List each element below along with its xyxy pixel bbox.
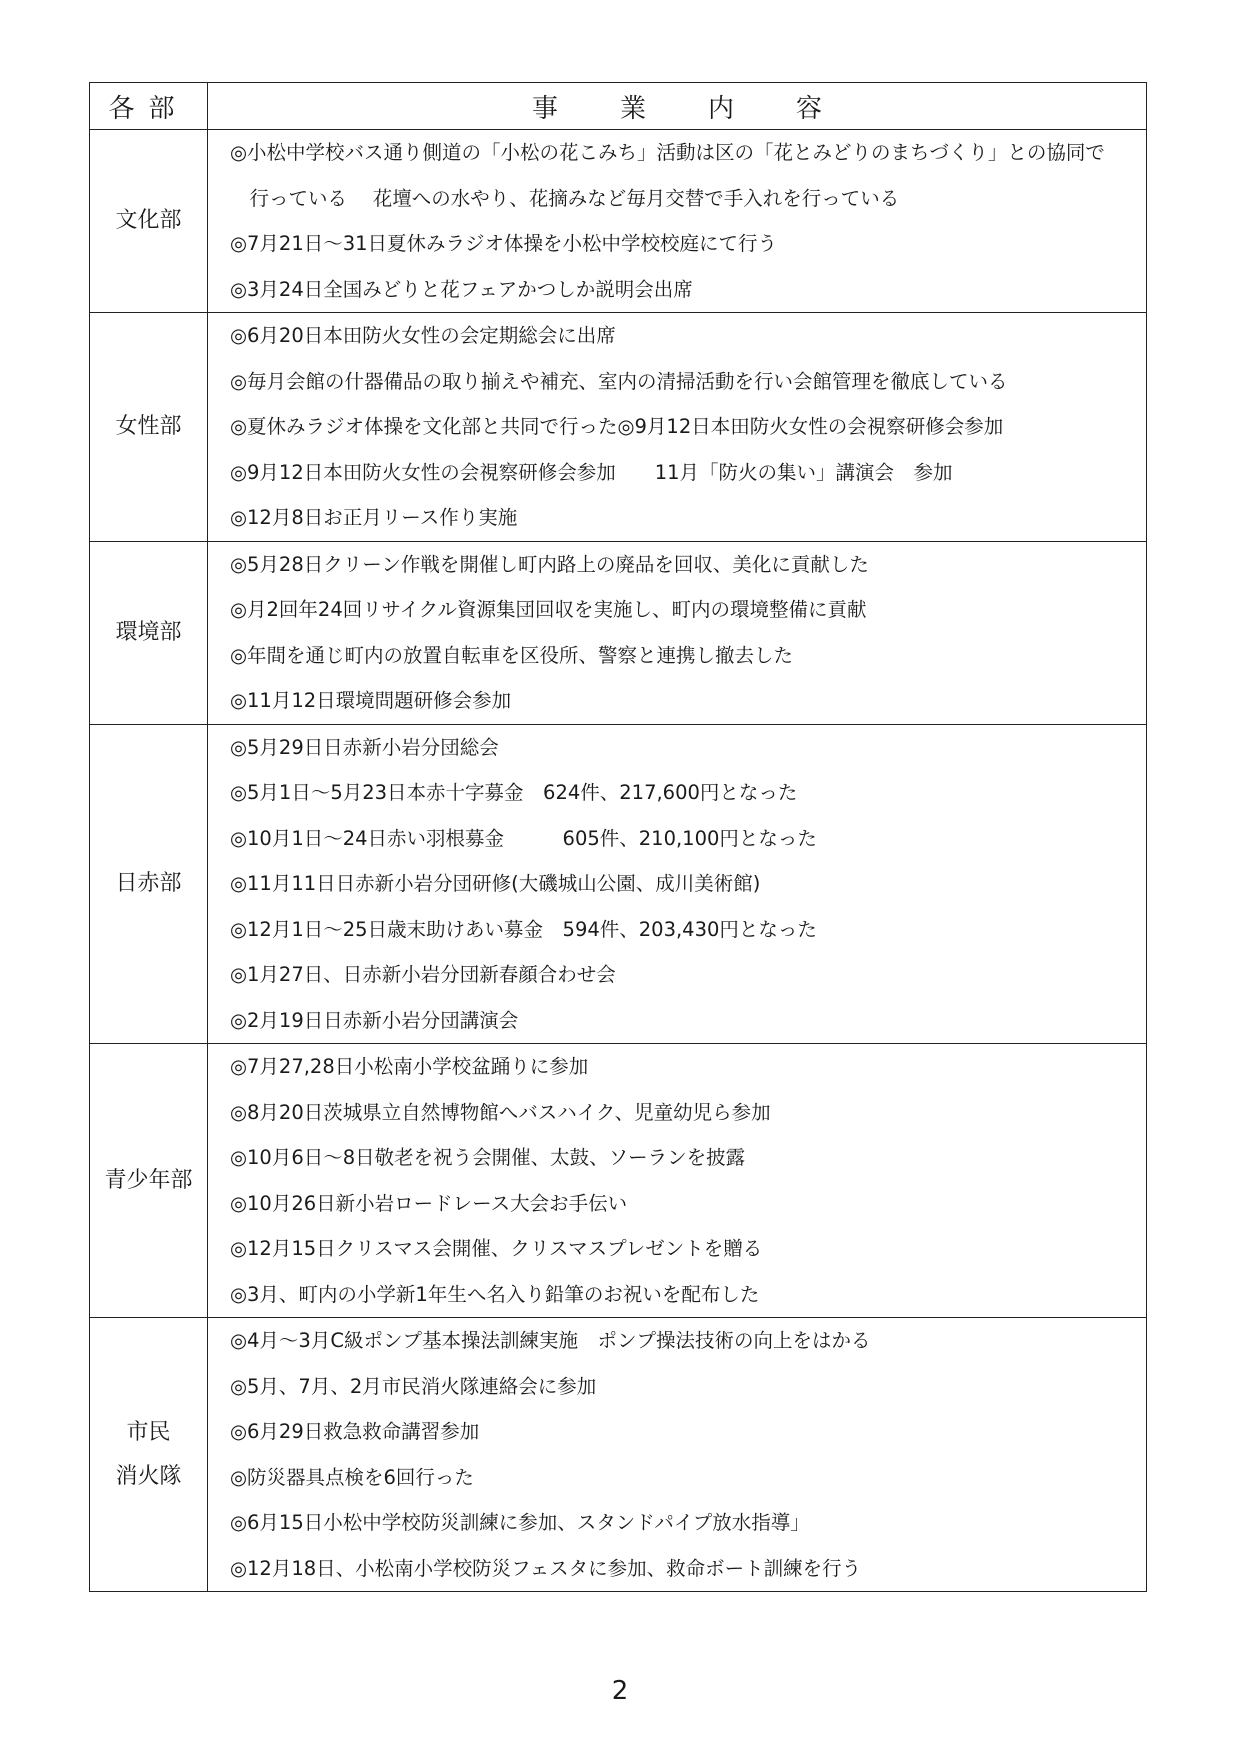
list-item: ◎10月1日～24日赤い羽根募金 605件、210,100円となった — [230, 826, 817, 850]
list-item: ◎5月、7月、2月市民消火隊連絡会に参加 — [230, 1374, 597, 1398]
page-number: 2 — [611, 1676, 629, 1706]
list-item: ◎2月19日日赤新小岩分団講演会 — [230, 1008, 519, 1032]
table-row — [90, 313, 1147, 542]
dept-cell-fire-brigade — [90, 1318, 208, 1592]
list-item: ◎5月28日クリーン作戦を開催し町内路上の廃品を回収、美化に貢献した — [230, 552, 869, 576]
dept-label: 文化部 — [115, 208, 182, 233]
list-item: ◎8月20日茨城県立自然博物館へバスハイク、児童幼児ら参加 — [230, 1100, 771, 1124]
items-cell-environment — [208, 541, 1147, 724]
list-item: ◎12月18日、小松南小学校防災フェスタに参加、救命ボート訓練を行う — [230, 1556, 862, 1580]
list-item: ◎夏休みラジオ体操を文化部と共同で行った◎9月12日本田防火女性の会視察研修会参加 — [230, 415, 1004, 438]
items-cell-women — [208, 313, 1147, 542]
header-content — [208, 83, 1147, 130]
list-item: ◎6月15日小松中学校防災訓練に参加、スタンドパイプ放水指導」 — [230, 1511, 810, 1534]
activity-table — [89, 82, 1147, 1592]
list-item: ◎7月27,28日小松南小学校盆踊りに参加 — [230, 1055, 589, 1078]
dept-label: 青少年部 — [104, 1167, 193, 1193]
header-content-char: 容 — [795, 93, 822, 124]
dept-cell-youth — [90, 1044, 208, 1318]
table-row — [90, 130, 1147, 313]
table-row — [90, 541, 1147, 724]
dept-label: 消火隊 — [115, 1463, 182, 1489]
list-item: ◎7月21日～31日夏休みラジオ体操を小松中学校校庭にて行う — [230, 232, 778, 255]
items-cell-fire-brigade — [208, 1318, 1147, 1592]
table-header-row — [90, 83, 1147, 130]
dept-cell-red-cross — [90, 724, 208, 1044]
dept-label: 環境部 — [115, 619, 182, 645]
header-content-char: 事 — [531, 93, 558, 124]
list-item: ◎防災器具点検を6回行った — [230, 1465, 474, 1489]
list-item: ◎6月20日本田防火女性の会定期総会に出席 — [230, 324, 616, 347]
items-cell-youth — [208, 1044, 1147, 1318]
dept-label: 市民 — [126, 1419, 171, 1445]
list-item: ◎1月27日、日赤新小岩分団新春顔合わせ会 — [230, 963, 616, 986]
items-cell-culture — [208, 130, 1147, 313]
list-item: ◎月2回年24回リサイクル資源集団回収を実施し、町内の環境整備に貢献 — [230, 598, 867, 621]
list-item: ◎6月29日救急救命講習参加 — [230, 1420, 480, 1443]
list-item: ◎4月～3月C級ポンプ基本操法訓練実施 ポンプ操法技術の向上をはかる — [230, 1329, 871, 1352]
list-item: ◎小松中学校バス通り側道の「小松の花こみち」活動は区の「花とみどりのまちづくり」との協同で — [230, 141, 1105, 164]
list-item: ◎毎月会館の什器備品の取り揃えや補充、室内の清掃活動を行い会館管理を徹底している — [230, 369, 1008, 393]
dept-label: 日赤部 — [115, 870, 182, 896]
dept-cell-environment — [90, 541, 208, 724]
list-item: ◎3月、町内の小学新1年生へ名入り鉛筆のお祝いを配布した — [230, 1282, 760, 1306]
table-row — [90, 1318, 1147, 1592]
list-item: ◎3月24日全国みどりと花フェアかつしか説明会出席 — [230, 277, 693, 301]
dept-cell-culture — [90, 130, 208, 313]
list-item: ◎11月12日環境問題研修会参加 — [230, 689, 512, 712]
list-item: ◎12月8日お正月リース作り実施 — [230, 506, 518, 529]
list-item: ◎11月11日日赤新小岩分団研修(大磯城山公園、成川美術館) — [230, 872, 761, 895]
header-dept: 各部 — [90, 83, 208, 130]
table-row — [90, 724, 1147, 1044]
header-content-char: 内 — [707, 93, 734, 124]
list-item: ◎12月15日クリスマス会開催、クリスマスプレゼントを贈る — [230, 1237, 763, 1260]
list-item: ◎5月29日日赤新小岩分団総会 — [230, 735, 499, 759]
list-item: ◎年間を通じ町内の放置自転車を区役所、警察と連携し撤去した — [230, 643, 794, 667]
list-item: ◎9月12日本田防火女性の会視察研修会参加 11月「防火の集い」講演会 参加 — [230, 460, 953, 484]
header-content-char: 業 — [619, 93, 646, 124]
list-item: ◎10月26日新小岩ロードレース大会お手伝い — [230, 1191, 628, 1215]
dept-cell-women — [90, 313, 208, 542]
list-item: 行っている 花壇への水やり、花摘みなど毎月交替で手入れを行っている — [230, 186, 900, 210]
list-item: ◎10月6日～8日敬老を祝う会開催、太鼓、ソーランを披露 — [230, 1146, 746, 1169]
list-item: ◎5月1日～5月23日本赤十字募金 624件、217,600円となった — [230, 781, 798, 804]
table-row — [90, 1044, 1147, 1318]
items-cell-red-cross — [208, 724, 1147, 1044]
dept-label: 女性部 — [115, 413, 182, 439]
list-item: ◎12月1日～25日歳末助けあい募金 594件、203,430円となった — [230, 917, 817, 941]
